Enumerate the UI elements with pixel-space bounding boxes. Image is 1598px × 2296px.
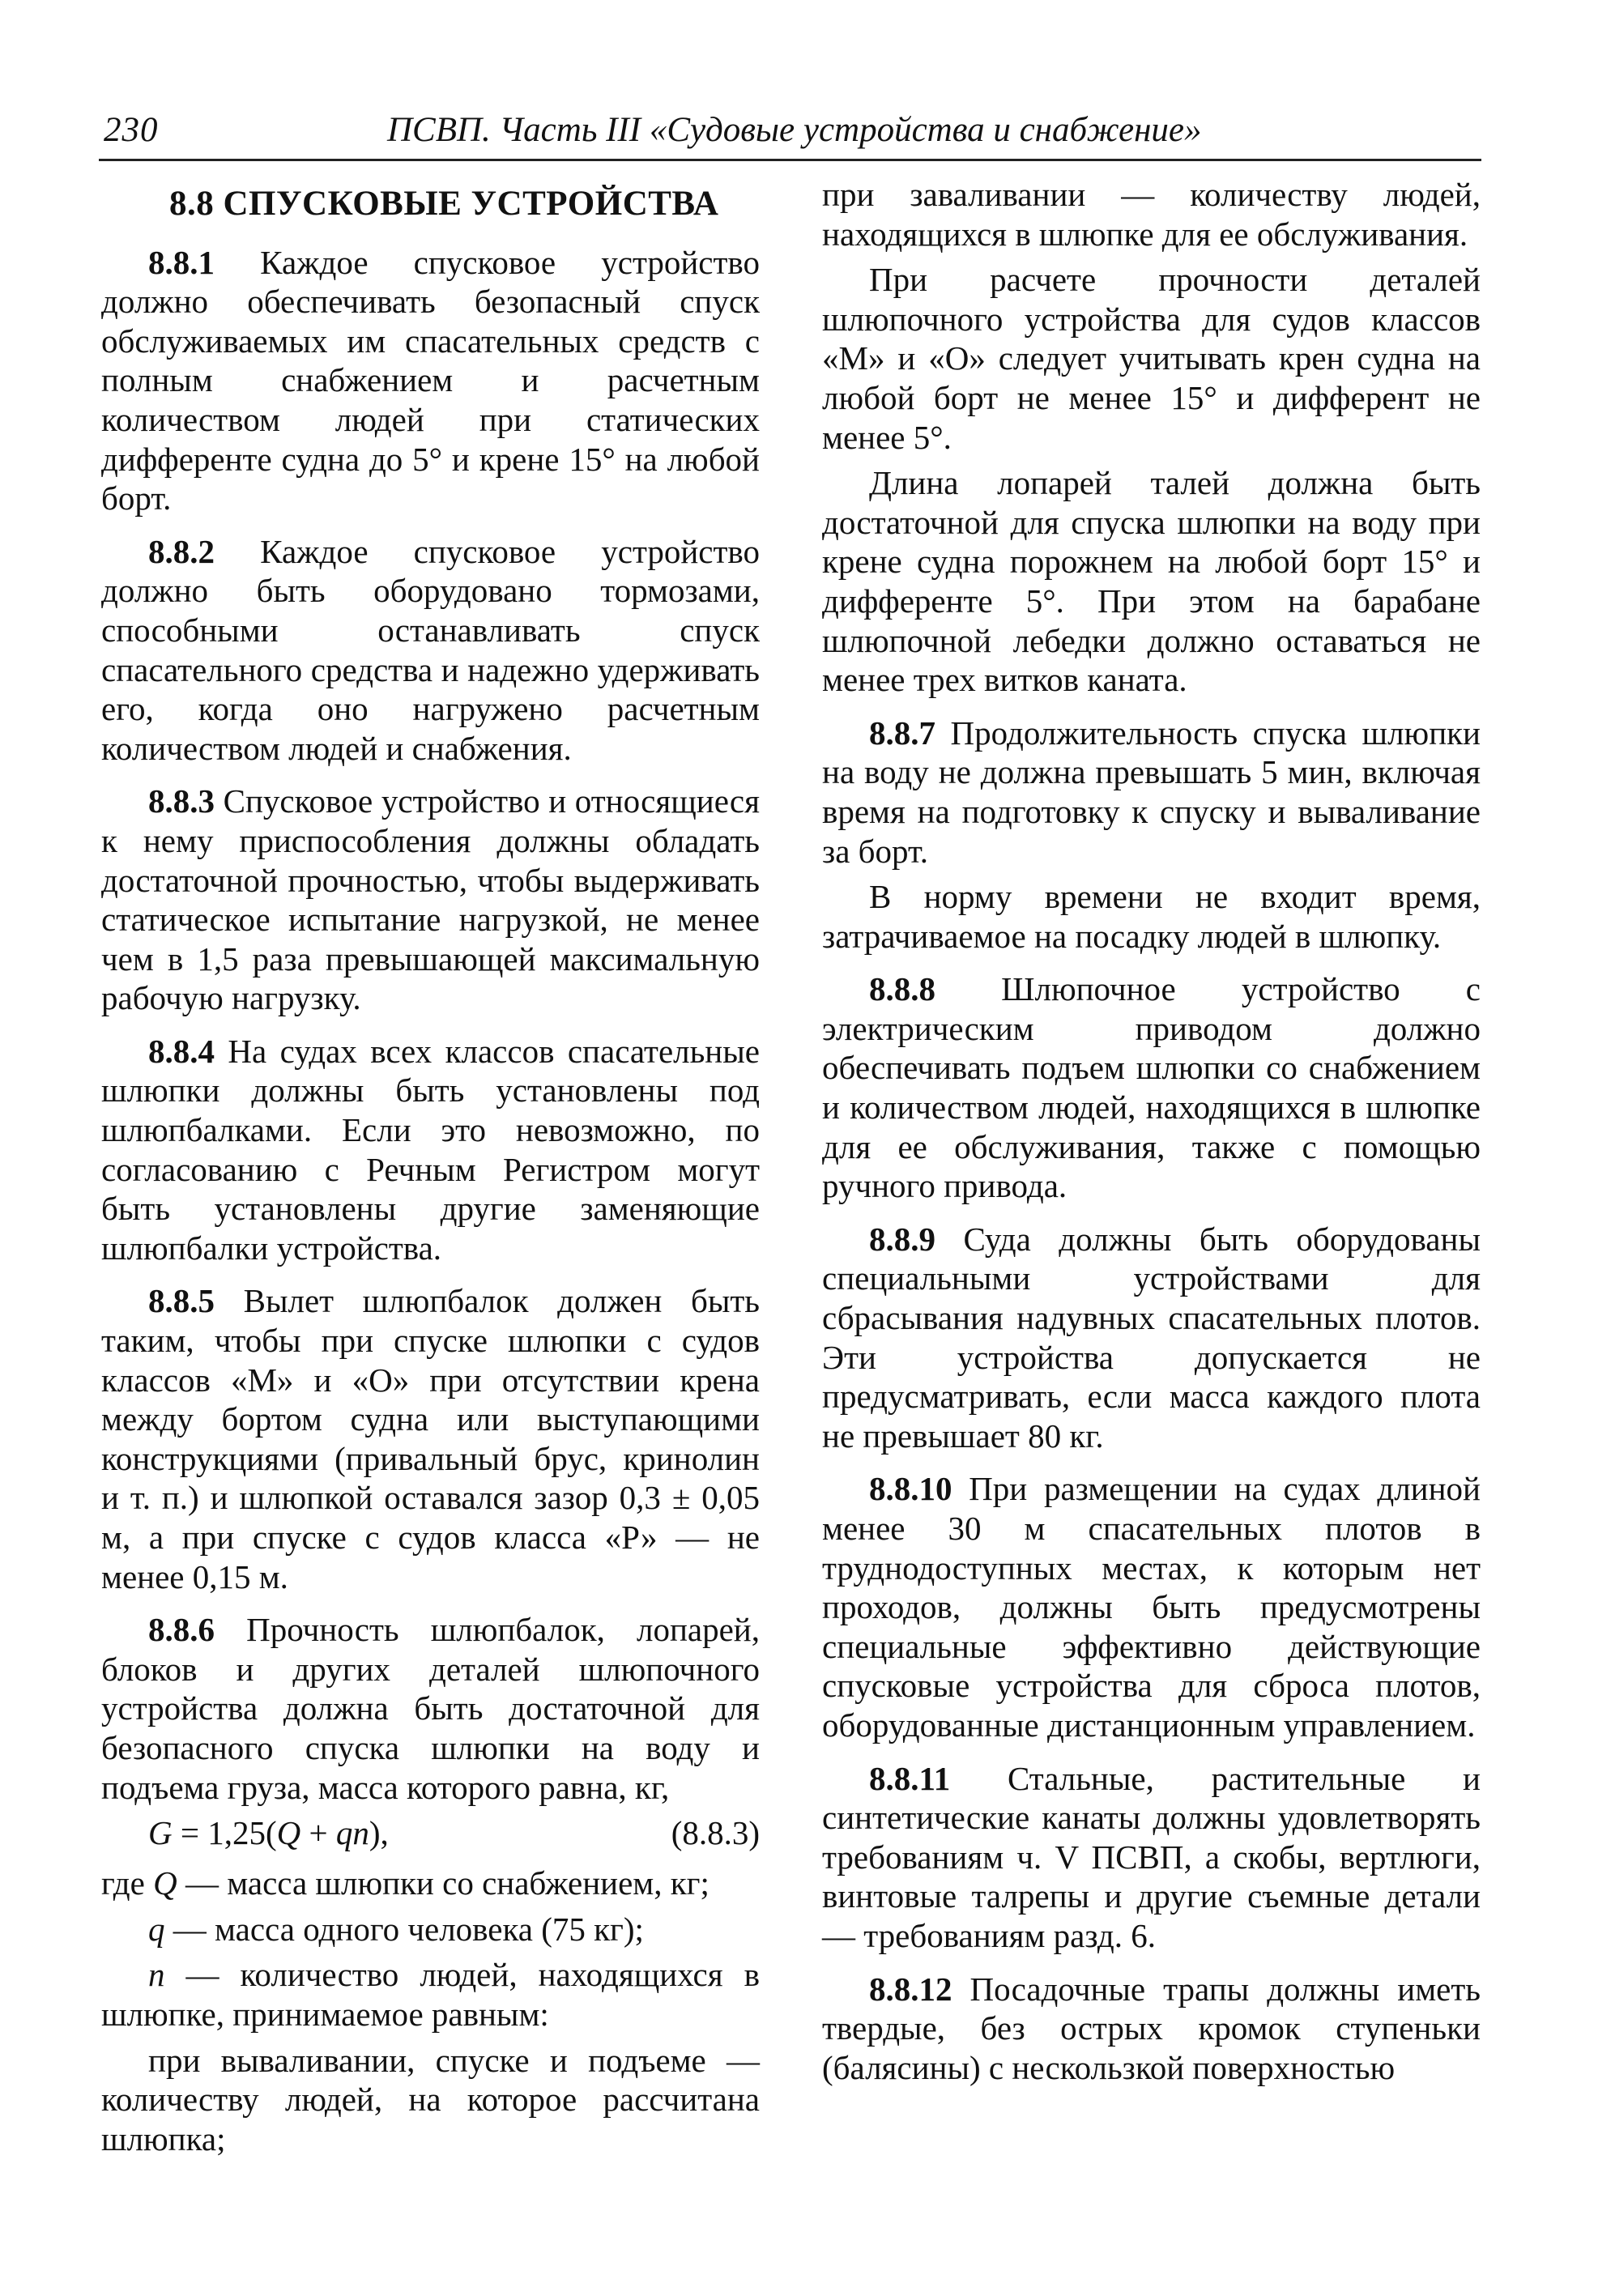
formula-part: = 1,25( bbox=[172, 1814, 277, 1852]
clause-text: На судах всех классов спасательные шлюпки должны быть установлены под шлюпбалками. Если это невозможно, по согласованию с Речным Регистром могут быть установлены другие заменяющие шлюпбалки устройства. bbox=[101, 1032, 760, 1267]
clause-8-8-5 bbox=[101, 1281, 760, 1596]
clause-number: 8.8.11 bbox=[869, 1759, 951, 1797]
clause-number: 8.8.3 bbox=[148, 782, 215, 820]
clause-number: 8.8.5 bbox=[148, 1282, 215, 1320]
variable-definition: — масса шлюпки со снабжением, кг; bbox=[177, 1864, 710, 1902]
clause-8-8-3 bbox=[101, 782, 760, 1018]
clause-text: Шлюпочное устройство с электрическим приводом должно обеспечивать подъем шлюпки со снабжением и количеством людей, находящихся в шлюпке для ее обслуживания, также с помощью ручного привода. bbox=[822, 970, 1481, 1205]
clause-text: Прочность шлюпбалок, лопарей, блоков и других деталей шлюпочного устройства должна быть достаточной для безопасного спуска шлюпки на воду и подъема груза, масса которого равна, кг, bbox=[101, 1611, 760, 1806]
page-number: 230 bbox=[104, 111, 159, 149]
clause-8-8-6 bbox=[101, 1610, 760, 1807]
where-q bbox=[101, 1910, 760, 1949]
clause-text: Спусковое устройство и относящиеся к нему приспособления должны обладать достаточной прочностью, чтобы выдерживать статическое испытание нагрузкой, не менее чем в 1,5 раза превышающей максимальную рабочую нагрузку. bbox=[101, 782, 760, 1017]
clause-number: 8.8.12 bbox=[869, 1970, 952, 2008]
where-prefix: где bbox=[101, 1864, 154, 1902]
falls-length: Длина лопарей талей должна быть достаточной для спуска шлюпки на воду при крене судна порожнем на любой борт 15° и дифференте 5°. При этом на барабане шлюпочной лебедки должно оставаться не менее трех витков каната. bbox=[822, 464, 1481, 699]
formula-part: + bbox=[300, 1814, 336, 1852]
variable-symbol: q bbox=[148, 1910, 165, 1948]
clause-8-8-10 bbox=[822, 1469, 1481, 1744]
section-title: 8.8 СПУСКОВЫЕ УСТРОЙСТВА bbox=[169, 185, 719, 223]
variable-symbol: Q bbox=[153, 1864, 177, 1902]
clause-text: Посадочные трапы должны иметь твердые, без острых кромок ступеньки (балясины) с нескользкой поверхностью bbox=[822, 1970, 1481, 2086]
left-column bbox=[101, 175, 760, 2172]
where-Q bbox=[101, 1864, 760, 1903]
formula-number: (8.8.3) bbox=[671, 1814, 760, 1852]
clause-number: 8.8.8 bbox=[869, 970, 935, 1008]
variable-symbol: n bbox=[148, 1956, 165, 1994]
running-title: ПСВП. Часть III «Судовые устройства и снабжение» bbox=[387, 111, 1202, 149]
formula-symbol-qn: qn bbox=[335, 1814, 369, 1852]
clause-8-8-12 bbox=[822, 1970, 1481, 2088]
clause-number: 8.8.7 bbox=[869, 714, 935, 752]
clause-number: 8.8.9 bbox=[869, 1220, 935, 1258]
clause-8-8-2 bbox=[101, 532, 760, 769]
formula-part: ), bbox=[369, 1814, 389, 1852]
when-launching: при вываливании, спуске и подъеме — количеству людей, на которое рассчитана шлюпка; bbox=[101, 2041, 760, 2158]
right-column bbox=[822, 175, 1481, 2101]
variable-definition: — масса одного человека (75 кг); bbox=[164, 1910, 644, 1948]
clause-8-8-11 bbox=[822, 1759, 1481, 1956]
clause-8-8-7 bbox=[822, 714, 1481, 871]
strength-calculation: При расчете прочности деталей шлюпочного устройства для судов классов «М» и «О» следует учитывать крен судна на любой борт не менее 15° и дифферент не менее 5°. bbox=[822, 261, 1481, 456]
clause-number: 8.8.6 bbox=[148, 1611, 215, 1649]
header-rule bbox=[99, 159, 1481, 161]
clause-8-8-8 bbox=[822, 969, 1481, 1206]
clause-number: 8.8.10 bbox=[869, 1470, 952, 1508]
clause-text: Стальные, растительные и синтетические канаты должны удовлетворять требованиям ч. V ПСВП, а скобы, вертлюги, винтовые талрепы и другие съемные детали — требованиям разд. 6. bbox=[822, 1759, 1481, 1954]
when-swinging-in: при заваливании — количеству людей, находящихся в шлюпке для ее обслуживания. bbox=[822, 176, 1481, 253]
formula-symbol-G: G bbox=[148, 1814, 173, 1852]
formula-symbol-Q: Q bbox=[276, 1814, 301, 1852]
variable-definition: — количество людей, находящихся в шлюпке, принимаемое равным: bbox=[101, 1956, 760, 2033]
formula-expression bbox=[148, 1813, 389, 1853]
clause-number: 8.8.2 bbox=[148, 532, 215, 570]
clause-number: 8.8.4 bbox=[148, 1032, 215, 1070]
clause-text: Каждое спусковое устройство должно быть оборудовано тормозами, способными останавливать спуск спасательного средства и надежно удерживать его, когда оно нагружено расчетным количеством людей и снабжения. bbox=[101, 532, 760, 767]
clause-text: При размещении на судах длиной менее 30 м спасательных плотов в труднодоступных местах, к которым нет проходов, должны быть предусмотрены специальные эффективно действующие спусковые устройства для сброса плотов, оборудованные дистанционным управлением. bbox=[822, 1470, 1481, 1744]
clause-text: Продолжительность спуска шлюпки на воду не должна превышать 5 мин, включая время на подготовку к спуску и вываливание за борт. bbox=[822, 714, 1481, 870]
clause-number: 8.8.1 bbox=[148, 243, 215, 281]
where-n bbox=[101, 1955, 760, 2034]
clause-text: Вылет шлюпбалок должен быть таким, чтобы при спуске шлюпки с судов классов «М» и «О» при отсутствии крена между бортом судна или выступающими конструкциями (привальный брус, кринолин и т. п.) и шлюпкой оставался зазор 0,3 ± 0,05 м, а при спуске с судов класса «Р» — не менее 0,15 м. bbox=[101, 1282, 760, 1595]
page-header bbox=[99, 110, 1481, 162]
clause-8-8-9 bbox=[822, 1220, 1481, 1456]
time-norm: В норму времени не входит время, затрачиваемое на посадку людей в шлюпку. bbox=[822, 878, 1481, 955]
clause-8-8-4 bbox=[101, 1032, 760, 1268]
clause-text: Суда должны быть оборудованы специальными устройствами для сбрасывания надувных спасательных плотов. Эти устройства допускается не предусматривать, если масса каждого плота не превышает 80 кг. bbox=[822, 1220, 1481, 1455]
clause-8-8-1 bbox=[101, 243, 760, 518]
clause-text: Каждое спусковое устройство должно обеспечивать безопасный спуск обслуживаемых им спасательных средств с полным снабжением и расчетным количеством людей при статических дифференте судна до 5° и крене 15° на любой борт. bbox=[101, 243, 760, 518]
formula-8-8-3 bbox=[101, 1813, 760, 1855]
